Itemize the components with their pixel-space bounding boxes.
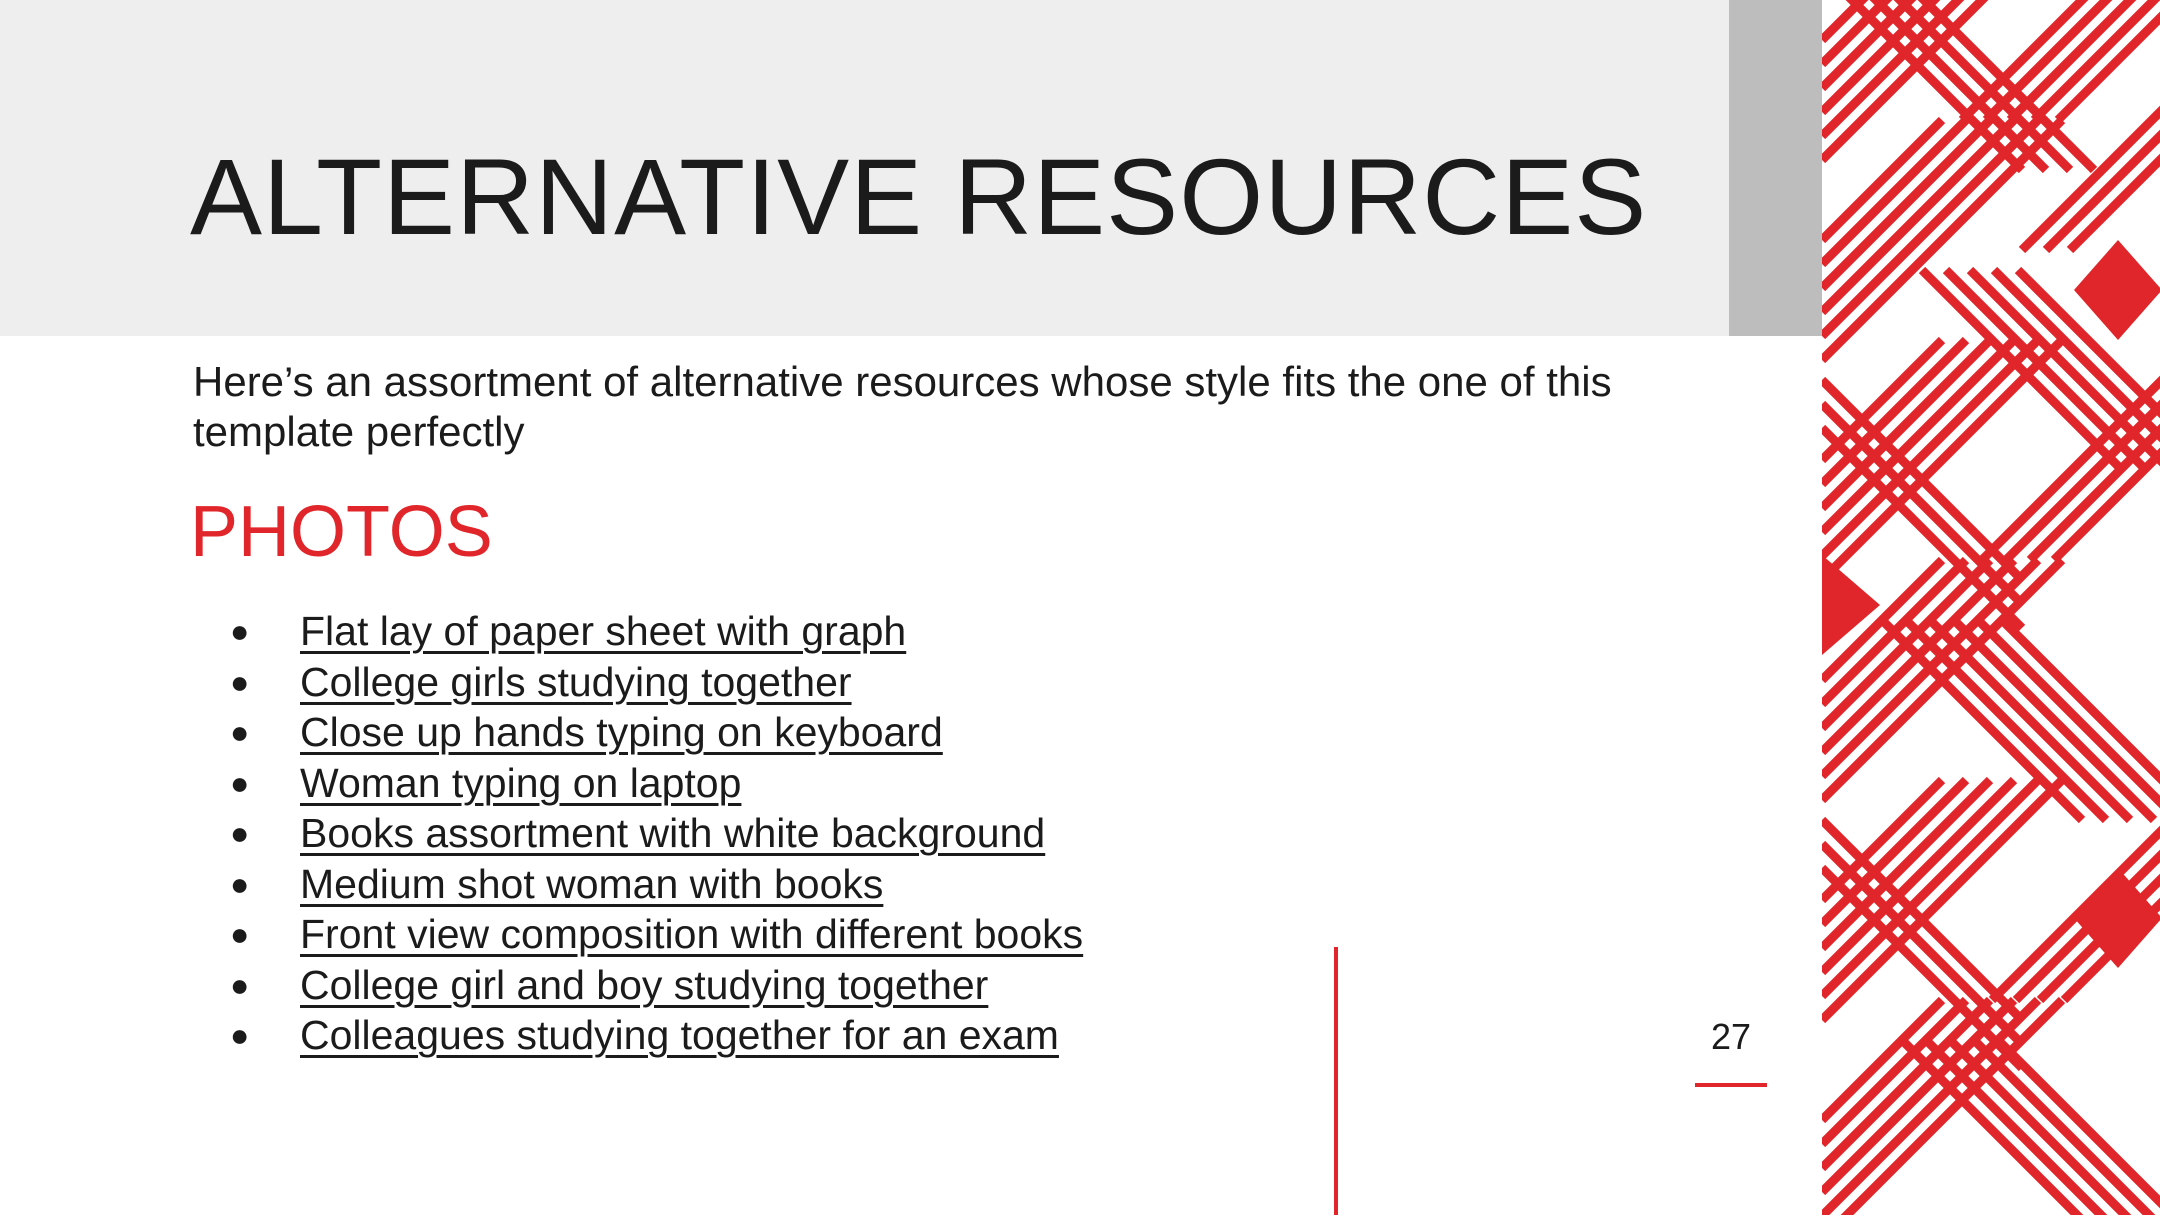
header-gray-strip xyxy=(1729,0,1822,336)
photos-heading: PHOTOS xyxy=(190,492,493,572)
bullet-icon: ● xyxy=(230,916,250,952)
bullet-icon: ● xyxy=(230,815,250,851)
bullet-icon: ● xyxy=(230,966,250,1003)
decorative-vertical-line xyxy=(1334,947,1338,1215)
resource-link[interactable]: Medium shot woman with books xyxy=(300,860,884,907)
bullet-icon: ● xyxy=(230,865,250,902)
resource-link[interactable]: College girls studying together xyxy=(300,658,852,705)
resource-link[interactable]: Close up hands typing on keyboard xyxy=(300,709,943,755)
bullet-icon: ● xyxy=(230,1017,250,1053)
resource-link[interactable]: Front view composition with different books xyxy=(300,911,1084,957)
red-geometric-pattern xyxy=(1822,0,2160,1215)
page-number: 27 xyxy=(1710,1016,1752,1057)
resource-link[interactable]: Books assortment with white background xyxy=(300,810,1046,856)
bullet-icon: ● xyxy=(230,663,250,700)
resource-link[interactable]: Woman typing on laptop xyxy=(300,759,742,806)
slide-title: ALTERNATIVE RESOURCES xyxy=(190,136,1648,257)
resource-link[interactable]: College girl and boy studying together xyxy=(300,961,989,1008)
resource-link[interactable]: Colleagues studying together for an exam xyxy=(300,1012,1059,1058)
bullet-icon: ● xyxy=(230,613,250,649)
page-number-underline xyxy=(1695,1083,1767,1087)
intro-text: Here’s an assortment of alternative resources whose style fits the one of this template perfectly xyxy=(193,358,1612,455)
resource-link[interactable]: Flat lay of paper sheet with graph xyxy=(300,608,907,654)
bullet-icon: ● xyxy=(230,714,250,750)
bullet-icon: ● xyxy=(230,764,250,801)
